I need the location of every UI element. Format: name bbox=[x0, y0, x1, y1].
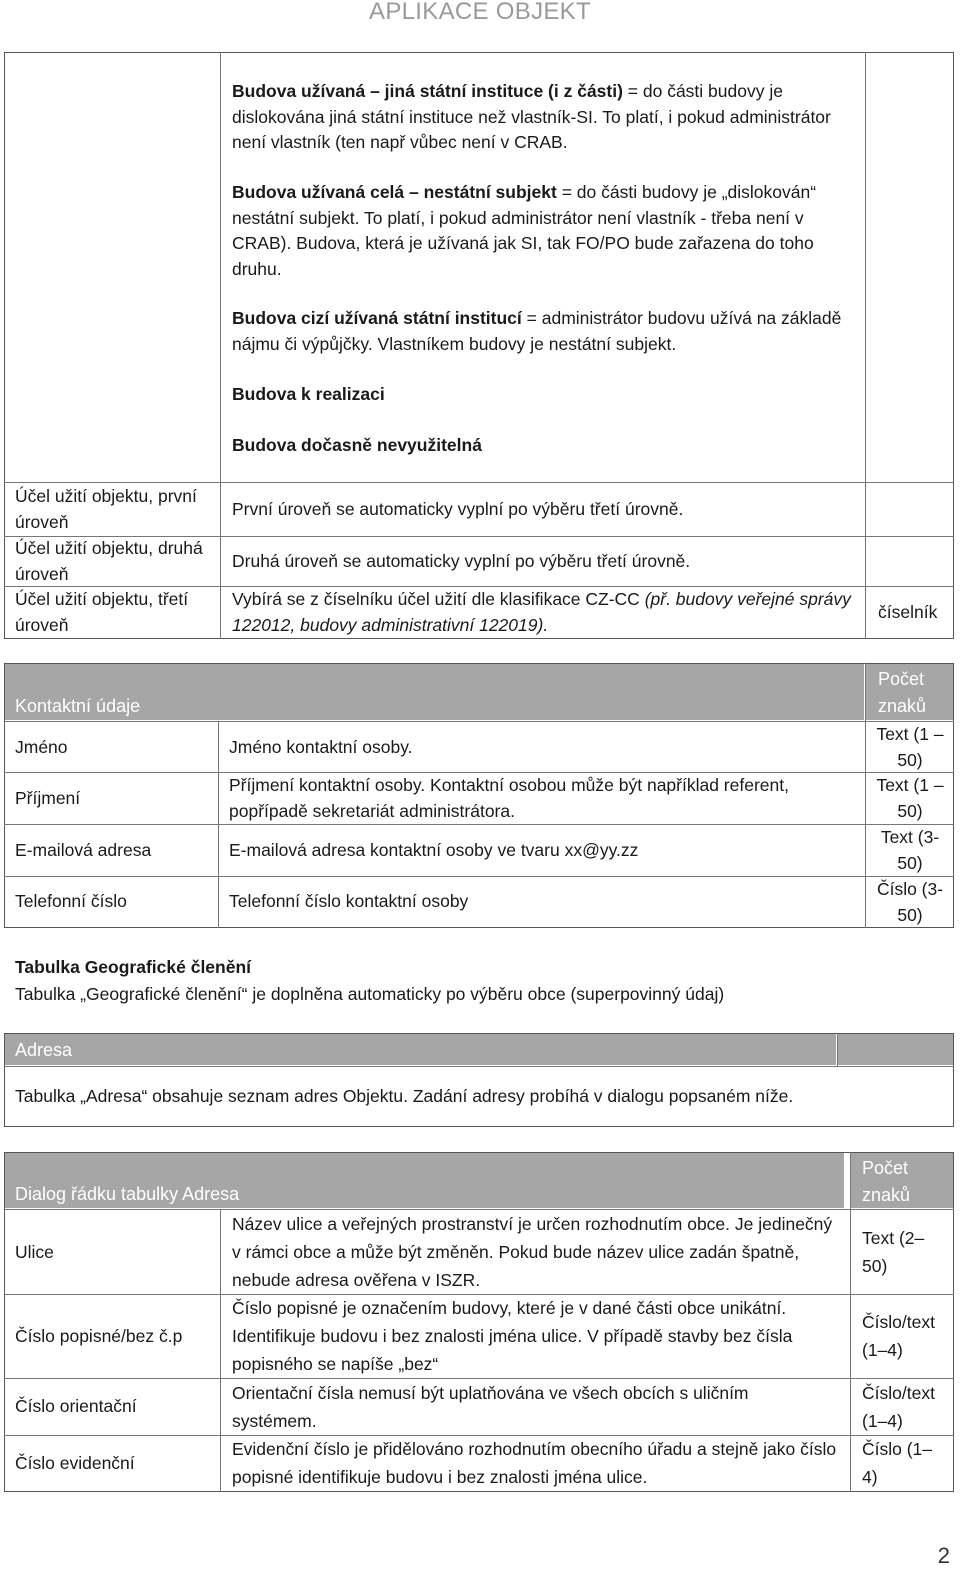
dialog-desc: Název ulice a veřejných prostranství je určen rozhodnutím obce. Je jedinečný v rámci obce a může být změněn. Pokud bude název ulice zadán špatně, nebude adresa ověřena v ISZR. bbox=[232, 1214, 833, 1290]
contact-label: Jméno bbox=[15, 737, 68, 757]
contact-desc: Příjmení kontaktní osoby. Kontaktní osobou může být například referent, popřípadě sekretariát administrátora. bbox=[229, 775, 789, 821]
item-text: = administrátor budovu užívá na základě nájmu či výpůjčky. Vlastníkem budovy je nestátní subjekt. bbox=[232, 308, 842, 354]
building-type-item bbox=[232, 79, 852, 156]
row-label: Účel užití objektu, první úroveň bbox=[15, 486, 197, 532]
dialog-label: Číslo popisné/bez č.p bbox=[15, 1326, 183, 1346]
row-type: číselník bbox=[878, 602, 938, 622]
contact-desc: Jméno kontaktní osoby. bbox=[229, 737, 413, 757]
item-term: Budova užívaná – jiná státní instituce (i z části) bbox=[232, 81, 623, 101]
dialog-label: Ulice bbox=[15, 1242, 54, 1262]
address-text: Tabulka „Adresa“ obsahuje seznam adres Objektu. Zadání adresy probíhá v dialogu popsaném níže. bbox=[15, 1086, 794, 1106]
dialog-desc: Orientační čísla nemusí být uplatňována ve všech obcích s uličním systémem. bbox=[232, 1383, 749, 1431]
item-term: Budova cizí užívaná státní institucí bbox=[232, 308, 522, 328]
contact-label: E-mailová adresa bbox=[15, 840, 152, 860]
row-label: Účel užití objektu, třetí úroveň bbox=[15, 589, 189, 635]
page-header: APLIKACE OBJEKT bbox=[369, 0, 591, 25]
row-desc: Druhá úroveň se automaticky vyplní po výběru třetí úrovně. bbox=[232, 551, 691, 571]
geo-title: Tabulka Geografické členění bbox=[15, 957, 252, 977]
building-type-item bbox=[232, 180, 852, 282]
dialog-type: Číslo/text (1–4) bbox=[862, 1312, 935, 1360]
item-term: Budova dočasně nevyužitelná bbox=[232, 435, 482, 455]
dialog-desc: Evidenční číslo je přidělováno rozhodnutím obecního úřadu a stejně jako číslo popisné identifikuje budovu i bez znalosti jména ulice. bbox=[232, 1439, 837, 1487]
row-desc: První úroveň se automaticky vyplní po výběru třetí úrovně. bbox=[232, 499, 684, 519]
contact-type: Text (1 – 50) bbox=[876, 724, 944, 770]
page-number: 2 bbox=[937, 1543, 950, 1568]
contacts-title: Kontaktní údaje bbox=[15, 696, 141, 716]
dialog-desc: Číslo popisné je označením budovy, které je v dané části obce unikátní. Identifikuje budovu i bez znalosti jména ulice. V případě stavby bez čísla popisného se napíše „bez“ bbox=[232, 1298, 793, 1374]
contact-type: Text (1 – 50) bbox=[876, 775, 944, 821]
item-term: Budova k realizaci bbox=[232, 384, 385, 404]
contact-label: Příjmení bbox=[15, 788, 81, 808]
contact-type: Text (3-50) bbox=[880, 827, 940, 873]
geo-text: Tabulka „Geografické členění“ je doplněna automaticky po výběru obce (superpovinný údaj) bbox=[15, 984, 725, 1004]
item-text: = do části budovy je dislokována jiná státní instituce než vlastník-SI. To platí, i pokud administrátor není vlastník (ten např vůbec není v CRAB. bbox=[232, 81, 831, 152]
dialog-type: Text (2–50) bbox=[862, 1228, 925, 1276]
dialog-title: Dialog řádku tabulky Adresa bbox=[15, 1184, 240, 1204]
dialog-label: Číslo evidenční bbox=[15, 1453, 135, 1473]
contact-desc: Telefonní číslo kontaktní osoby bbox=[229, 891, 469, 911]
dialog-type: Číslo (1–4) bbox=[862, 1439, 933, 1487]
count-header: Počet znaků bbox=[862, 1158, 911, 1205]
row-label: Účel užití objektu, druhá úroveň bbox=[15, 538, 203, 584]
row-desc: Vybírá se z číselníku účel užití dle klasifikace CZ-CC (př. budovy veřejné správy 122012, budovy administrativní 122019). bbox=[232, 589, 851, 635]
count-header: Počet znaků bbox=[878, 669, 927, 716]
building-type-item bbox=[232, 306, 852, 357]
contact-type: Číslo (3-50) bbox=[876, 879, 944, 925]
contact-desc: E-mailová adresa kontaktní osoby ve tvaru xx@yy.zz bbox=[229, 840, 639, 860]
contact-label: Telefonní číslo bbox=[15, 891, 127, 911]
item-text: = do části budovy je „dislokován“ nestátní subjekt. To platí, i pokud administrátor není vlastník - třeba není v CRAB). Budova, která je užívaná jak SI, tak FO/PO bude zařazena do toho druhu. bbox=[232, 182, 817, 279]
dialog-type: Číslo/text (1–4) bbox=[862, 1383, 935, 1431]
dialog-label: Číslo orientační bbox=[15, 1396, 137, 1416]
address-title: Adresa bbox=[15, 1040, 73, 1060]
item-term: Budova užívaná celá – nestátní subjekt bbox=[232, 182, 557, 202]
